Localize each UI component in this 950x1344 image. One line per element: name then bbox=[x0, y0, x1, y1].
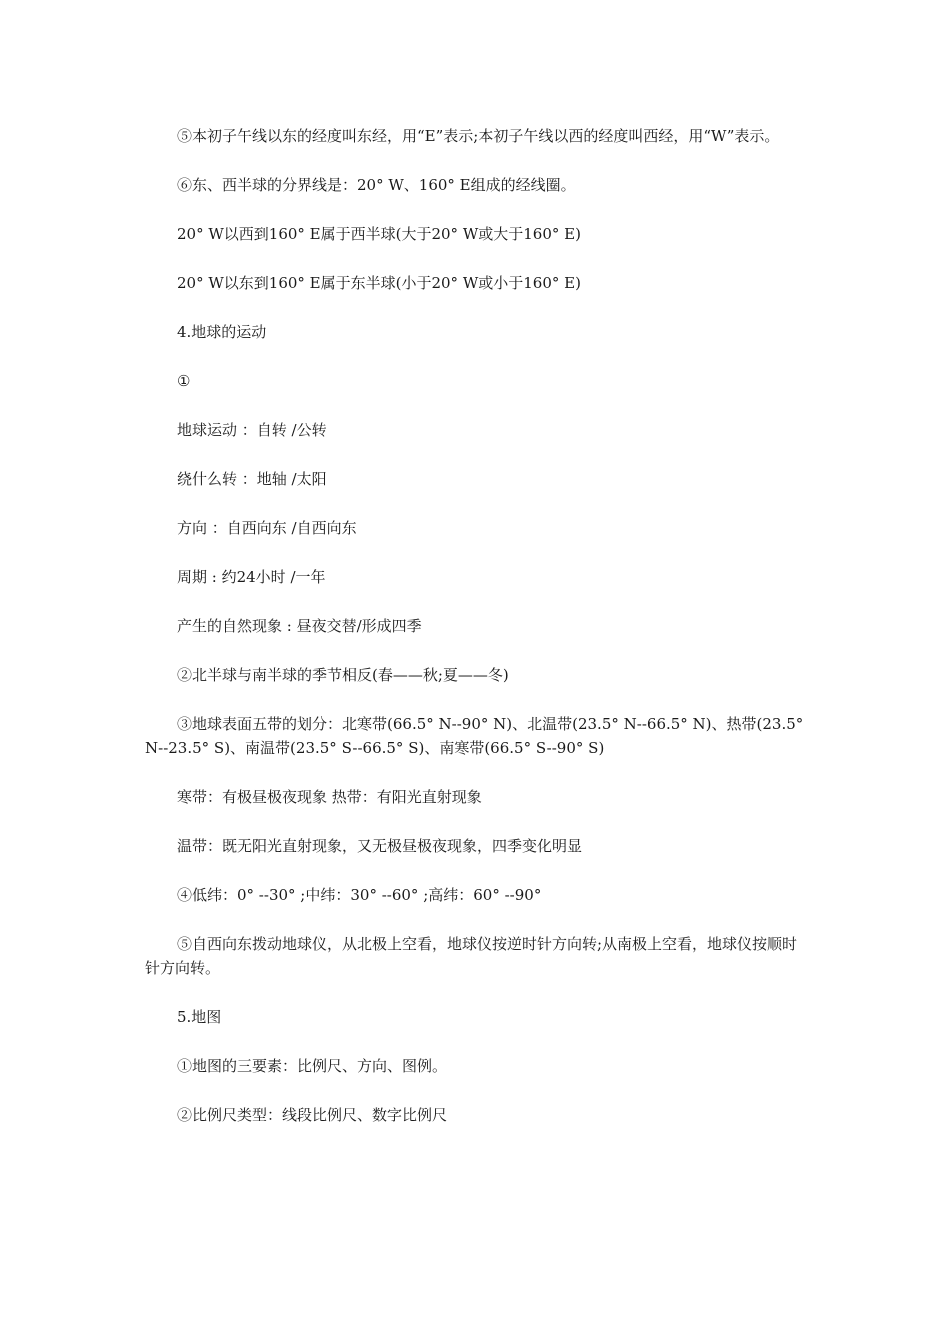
paragraph-eastern-hemisphere: 20° W以东到160° E属于东半球(小于20° W或小于160° E) bbox=[177, 274, 581, 292]
paragraph-natural-phenomena: 产生的自然现象 : 昼夜交替/形成四季 bbox=[177, 617, 422, 635]
paragraph-period: 周期 : 约24小时 /一年 bbox=[177, 568, 326, 586]
paragraph-five-zones: ③地球表面五带的划分：北寒带(66.5° N--90° N)、北温带(23.5° N--66.5° N)、热带(23.5° N--23.5° S)、南温带(23.5° S--66.5° S)、南寒带(66.5° S--90° S) bbox=[145, 715, 804, 757]
paragraph-hemisphere-boundary: ⑥东、西半球的分界线是：20° W、160° E组成的经线圈。 bbox=[177, 176, 576, 194]
paragraph-map-elements: ①地图的三要素：比例尺、方向、图例。 bbox=[177, 1057, 448, 1075]
paragraph-direction: 方向 ：自西向东 /自西向东 bbox=[177, 519, 357, 537]
paragraph-western-hemisphere: 20° W以西到160° E属于西半球(大于20° W或大于160° E) bbox=[177, 225, 581, 243]
section-heading-map: 5.地图 bbox=[177, 1008, 222, 1026]
paragraph-temperate-zone: 温带：既无阳光直射现象，又无极昼极夜现象，四季变化明显 bbox=[177, 837, 583, 855]
paragraph-item-marker: ① bbox=[177, 372, 191, 390]
paragraph-rotation-axis: 绕什么转 ：地轴 /太阳 bbox=[177, 470, 327, 488]
paragraph-scale-types: ②比例尺类型：线段比例尺、数字比例尺 bbox=[177, 1106, 448, 1124]
paragraph-seasons-opposite: ②北半球与南半球的季节相反(春——秋;夏——冬) bbox=[177, 666, 509, 684]
paragraph-latitude-bands: ④低纬：0° --30° ;中纬：30° --60° ;高纬：60° --90° bbox=[177, 886, 542, 904]
document-body bbox=[145, 124, 807, 1152]
paragraph-frigid-torrid-zones: 寒带：有极昼极夜现象 热带：有阳光直射现象 bbox=[177, 788, 482, 806]
section-heading-earth-motion: 4.地球的运动 bbox=[177, 323, 267, 341]
paragraph-globe-rotation: ⑤自西向东拨动地球仪，从北极上空看，地球仪按逆时针方向转;从南极上空看，地球仪按顺时针方向转。 bbox=[145, 935, 798, 977]
paragraph-earth-motion-types: 地球运动 ：自转 /公转 bbox=[177, 421, 327, 439]
paragraph-east-west-longitude: ⑤本初子午线以东的经度叫东经，用“E”表示;本初子午线以西的经度叫西经，用“W”表示。 bbox=[177, 127, 780, 145]
